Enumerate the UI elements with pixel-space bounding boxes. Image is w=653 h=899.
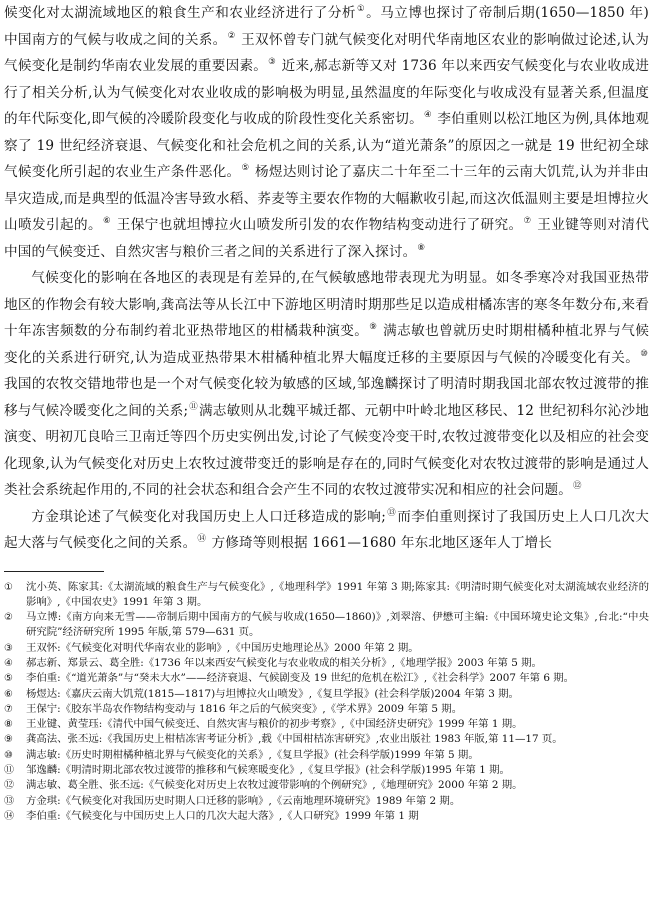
footnote-item — [4, 580, 649, 611]
footnote-text: 李伯重:《气候变化与中国历史上人口的几次大起大落》,《人口研究》1999 年第 1 期 — [26, 809, 419, 822]
footnote-reference[interactable]: ⑨ — [369, 322, 378, 333]
footnote-mark: ⑭ — [4, 810, 14, 822]
footnote-item — [4, 763, 649, 778]
footnote-text: 王业键、黄莹珏:《清代中国气候变迁、自然灾害与粮价的初步考察》,《中国经济史研究》1999 年第 1 期。 — [26, 718, 523, 731]
footnote-text: 龚高法、张丕远:《我国历史上柑桔冻害考证分析》,载《中国柑桔冻害研究》,农业出版社 1983 年版,第 11—17 页。 — [26, 733, 563, 746]
footnote-item — [4, 687, 649, 702]
footnote-item — [4, 732, 649, 747]
footnotes — [4, 580, 649, 825]
text-run: 方金琪论述了气候变化对我国历史上人口迁移造成的影响; — [31, 508, 387, 525]
body-paragraph — [4, 265, 649, 504]
footnote-reference[interactable]: ⑩ — [640, 348, 648, 359]
footnote-mark: ⑩ — [4, 749, 13, 761]
footnote-item — [4, 809, 649, 824]
footnote-text: 马立博:《南方向来无雪——帝制后期中国南方的气候与收成(1650—1860)》,刘翠溶、伊懋可主编:《中国环境史论文集》,台北:“中央研究院”经济研究所 1995 年版,第 579—631 页。 — [26, 611, 649, 639]
body-paragraph — [4, 0, 649, 265]
text-run: 气候变化的影响在各地区的表现是有差异的,在气候敏感地带表现尤为明显。如冬季寒冷对我国亚热带地区的作物会有较大影响,龚高法等从长江中下游地区明清时期那些足以造成柑橘冻害的寒冬年数分布,来看十年冻害频数的分布制约着北亚热带地区的柑橘栽种演变。 — [4, 270, 649, 339]
footnote-mark: ④ — [4, 657, 13, 669]
footnote-mark: ⑦ — [4, 703, 13, 715]
footnote-mark: ⑤ — [4, 673, 13, 685]
text-run: 满志敏则从北魏平城迁都、元朝中叶岭北地区移民、12 世纪初科尔沁沙地演变、明初兀良哈三卫南迁等四个历史实例出发,讨论了气候变冷变干时,农牧过渡带变化以及相应的社会变化现象,认为气候变化对历史上农牧过渡带变迁的影响是存在的,同时气候变化对农牧过渡带的影响是通过人类社会系统起作用的,不同的社会状态和组合会产生不同的农牧过渡带实况和相应的社会问题。 — [4, 402, 650, 498]
footnote-mark: ⑬ — [4, 795, 14, 807]
text-run: 王保宁也就坦博拉火山喷发所引发的农作物结构变动进行了研究。 — [112, 217, 523, 233]
footnote-reference[interactable]: ⑦ — [523, 216, 532, 227]
footnote-reference[interactable]: ⑧ — [417, 242, 426, 253]
footnote-reference[interactable]: ④ — [423, 110, 432, 121]
body-paragraph — [4, 504, 649, 557]
footnote-reference[interactable]: ⑥ — [102, 216, 111, 227]
footnote-item — [4, 656, 649, 671]
footnote-reference[interactable]: ⑫ — [572, 481, 582, 492]
footnote-mark: ⑧ — [4, 719, 13, 731]
text-run: 王业键等则对清代中国的气候变迁、自然灾害与粮价三者之间的关系进行了深入探讨。 — [4, 217, 649, 260]
footnote-reference[interactable]: ② — [227, 30, 236, 41]
footnote-item — [4, 717, 649, 732]
footnote-reference[interactable]: ⑬ — [387, 507, 397, 518]
footnote-item — [4, 778, 649, 793]
text-run: 近来,郝志新等又对 1736 年以来西安气候变化与农业收成进行了相关分析,认为气候变化对农业收成的影响极为明显,虽然温度的年际变化与收成没有显著关系,但温度的年代际变化,即气候的冷暖阶段变化与收成的阶段性变化关系密切。 — [4, 58, 649, 127]
footnote-item — [4, 641, 649, 656]
text-run: 而李伯重则探讨了我国历史上人口几次大起大落与气候变化之间的关系。 — [4, 508, 649, 551]
footnote-reference[interactable]: ① — [357, 4, 366, 15]
footnote-text: 沈小英、陈家其:《太湖流域的粮食生产与气候变化》,《地理科学》1991 年第 3 期;陈家其:《明清时期气候变化对太湖流域农业经济的影响》,《中国农史》1991 年第 3 期。 — [26, 580, 649, 608]
footnote-reference[interactable]: ③ — [268, 57, 277, 68]
footnote-text: 杨煜达:《嘉庆云南大饥荒(1815—1817)与坦博拉火山喷发》,《复旦学报》(社会科学版)2004 年第 3 期。 — [26, 687, 519, 700]
footnote-item — [4, 794, 649, 809]
footnote-reference[interactable]: ⑭ — [197, 534, 207, 545]
footnote-text: 方金琪:《气候变化对我国历史时期人口迁移的影响》,《云南地理环境研究》1989 年第 2 期。 — [26, 794, 461, 807]
footnote-item — [4, 610, 649, 641]
footnote-mark: ⑪ — [4, 765, 14, 777]
footnote-mark: ③ — [4, 642, 13, 654]
footnote-item — [4, 671, 649, 686]
footnote-reference[interactable]: ⑪ — [189, 401, 198, 412]
footnote-item — [4, 748, 649, 763]
footnote-text: 满志敏:《历史时期柑橘种植北界与气候变化的关系》,《复旦学报》(社会科学版)1999 年第 5 期。 — [26, 748, 479, 761]
text-run: 我国的农牧交错地带也是一个对气候变化较为敏感的区域,邹逸麟探讨了明清时期我国北部农牧过渡带的推移与气候冷暖变化之间的关系; — [4, 376, 649, 419]
footnote-mark: ② — [4, 612, 13, 624]
footnote-mark: ⑥ — [4, 688, 13, 700]
footnote-mark: ⑨ — [4, 734, 13, 746]
footnote-text: 王双怀:《气候变化对明代华南农业的影响》,《中国历史地理论丛》2000 年第 2 期。 — [26, 641, 419, 654]
text-run: 候变化对太湖流域地区的粮食生产和农业经济进行了分析 — [4, 5, 356, 21]
footnote-text: 王保宁:《胶东半岛农作物结构变动与 1816 年之后的气候突变》,《学术界》2009 年第 5 期。 — [26, 702, 463, 715]
footnote-item — [4, 702, 649, 717]
body-text — [4, 0, 649, 557]
footnote-text: 郝志新、郑景云、葛全胜:《1736 年以来西安气候变化与农业收成的相关分析》,《地理学报》2003 年第 5 期。 — [26, 656, 542, 669]
footnote-text: 邹逸麟:《明清时期北部农牧过渡带的推移和气候寒暖变化》,《复旦学报》(社会科学版)1995 年第 1 期。 — [26, 764, 510, 777]
footnote-text: 满志敏、葛全胜、张丕远:《气候变化对历史上农牧过渡带影响的个例研究》,《地理研究》2000 年第 2 期。 — [26, 779, 523, 792]
footnote-text: 李伯重:《“道光萧条”与“癸未大水”——经济衰退、气候剧变及 19 世纪的危机在松江》,《社会科学》2007 年第 6 期。 — [26, 672, 575, 685]
text-run: 。马立博也探讨了帝制后期(1650—1850 年)中国南方的气候与收成之间的关系。 — [4, 5, 649, 48]
text-run: 李伯重则以松江地区为例,具体地观察了 19 世纪经济衰退、气候变化和社会危机之间的关系,认为“道光萧条”的原因之一就是 19 世纪初全球气候变化所引起的农业生产条件恶化。 — [4, 111, 649, 180]
footnote-mark: ⑫ — [4, 780, 14, 792]
footnote-mark: ① — [4, 581, 13, 593]
text-run: 满志敏也曾就历史时期柑橘种植北界与气候变化的关系进行研究,认为造成亚热带果木柑橘种植北界大幅度迁移的主要原因与气候的冷暖变化有关。 — [4, 323, 649, 366]
text-run: 王双怀曾专门就气候变化对明代华南地区农业的影响做过论述,认为气候变化是制约华南农业发展的重要因素。 — [4, 31, 649, 74]
footnote-divider — [4, 571, 104, 572]
text-run: 杨煜达则讨论了嘉庆二十年至二十三年的云南大饥荒,认为并非由旱灾造成,而是典型的低温冷害导致水稻、荞麦等主要农作物的大幅歉收引起,而这次低温则主要是坦博拉火山喷发引起的。 — [4, 164, 649, 233]
footnote-reference[interactable]: ⑤ — [241, 163, 250, 174]
text-run: 方修琦等则根据 1661—1680 年东北地区逐年人丁增长 — [207, 535, 553, 551]
